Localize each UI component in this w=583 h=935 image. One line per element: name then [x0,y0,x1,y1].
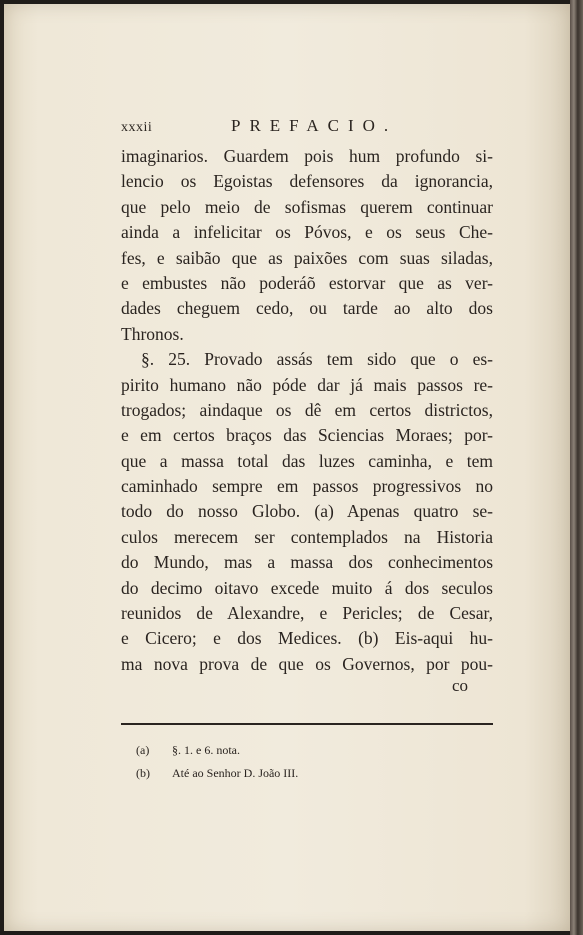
catchword: co [452,676,469,695]
text-line: Thronos. [121,323,184,344]
text-line: imaginarios. Guardem pois hum profundo si- [121,146,493,166]
page-header [121,116,501,140]
text-line: culos merecem ser contemplados na Historia [121,526,493,547]
text-line: lencio os Egoistas defensores da ignorancia, [121,171,493,192]
text-line: e embustes não poderáõ estorvar que as ver- [121,272,493,293]
footnote [136,739,298,762]
footnote-marker: (a) [136,743,150,757]
footnote-text: Até ao Senhor D. João III. [172,766,299,780]
text-line: todo do nosso Globo. (a) Apenas quatro se- [121,501,493,522]
footnote [136,762,298,785]
text-line: dades cheguem cedo, ou tarde ao alto dos [121,298,493,319]
text-line: trogados; aindaque os dê em certos districtos, [121,399,493,420]
text-line: que a massa total das luzes caminha, e tem [121,450,493,471]
running-head: PREFACIO. [231,116,398,135]
text-line: do decimo oitavo excede muito á dos seculos [121,577,493,598]
text-line: do Mundo, mas a massa dos conhecimentos [121,552,493,573]
text-line: ma nova prova de que os Governos, por pou- [121,653,493,674]
text-line: e em certos braços das Sciencias Moraes; por- [121,425,493,446]
footnote-rule [121,723,493,725]
page-number: xxxii [121,120,153,135]
text-line: pirito humano não póde dar já mais passos re- [121,374,493,395]
text-line: e Cicero; e dos Medices. (b) Eis-aqui hu- [121,628,493,649]
text-line: ainda a infelicitar os Póvos, e os seus Che- [121,222,493,243]
body-text [121,144,493,677]
text-line: que pelo meio de sofismas querem continuar [121,196,493,217]
footnotes [136,739,298,785]
text-line: caminhado sempre em passos progressivos no [121,476,493,497]
text-line: reunidos de Alexandre, e Pericles; de Cesar, [121,603,493,624]
footnote-text: §. 1. e 6. nota. [172,743,240,757]
book-page [4,4,570,931]
text-line: fes, e saibão que as paixões com suas siladas, [121,247,493,268]
footnote-marker: (b) [136,766,150,780]
fore-edge [570,0,583,935]
paragraph-start: §. 25. Provado assás tem sido que o es- [141,349,493,370]
